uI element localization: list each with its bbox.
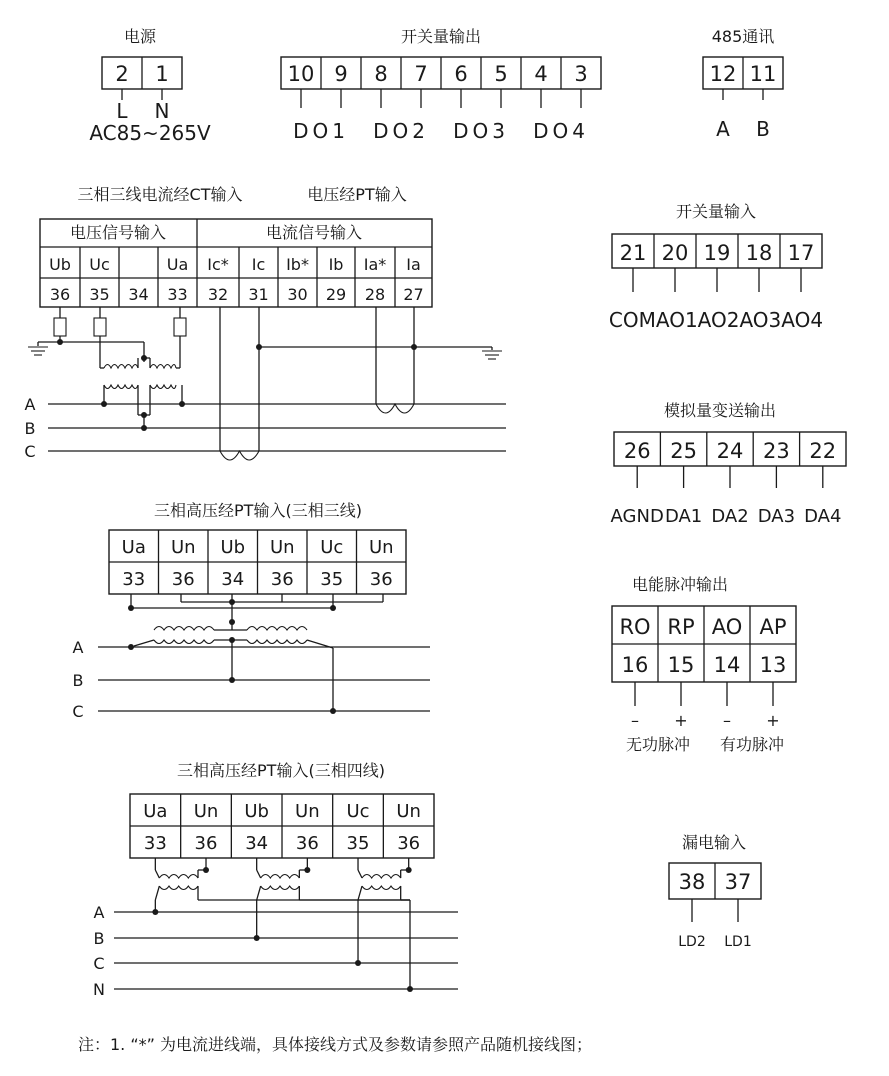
pt-3p3w-block <box>72 501 430 721</box>
do-label-1: DO1 <box>293 119 349 143</box>
terminal-3: 3 <box>574 62 588 86</box>
analog-title: 模拟量变送输出 <box>663 401 777 420</box>
pt34-terminal-36: 36 <box>295 833 319 854</box>
pt34-signal-name: Uc <box>346 801 370 822</box>
analog-label-4: DA4 <box>804 506 842 527</box>
pt33-terminal-35: 35 <box>320 569 344 590</box>
analog-label-1: DA1 <box>664 506 703 527</box>
footnote: 注：1. “*” 为电流进线端，具体接线方式及参数请参照产品随机接线图； <box>78 1035 593 1054</box>
pulse-name-ro: RO <box>619 615 651 639</box>
ct-signal-name: Ib <box>328 255 344 274</box>
ct-group-voltage: 电压信号输入 <box>69 223 167 242</box>
analog-output-block <box>611 401 846 527</box>
ct-group-current: 电流信号输入 <box>265 223 363 242</box>
pt34-terminal-36: 36 <box>397 833 421 854</box>
pt34-title: 三相高压经PT输入(三相四线) <box>177 761 385 780</box>
terminal-10: 10 <box>287 62 315 86</box>
comm-label-a: A <box>716 117 730 141</box>
do-label-4: DO4 <box>533 119 589 143</box>
power-voltage: AC85~265V <box>89 121 211 145</box>
terminal-38: 38 <box>678 870 706 894</box>
pt33-phase-a: A <box>72 638 84 657</box>
terminal-14: 14 <box>713 653 741 677</box>
terminal-16: 16 <box>621 653 649 677</box>
ct-title: 三相三线电流经CT输入 <box>77 185 243 204</box>
pt33-signal-name: Uc <box>320 537 344 558</box>
pt34-signal-name: Un <box>295 801 320 822</box>
ct-signal-name: Ia <box>406 255 421 274</box>
terminal-9: 9 <box>334 62 348 86</box>
ct-signal-name: Ia* <box>363 255 387 274</box>
pulse-sign: – <box>631 711 639 730</box>
terminal-8: 8 <box>374 62 388 86</box>
pulse-output-block <box>612 575 796 754</box>
pt33-phase-c: C <box>72 702 84 721</box>
terminal-5: 5 <box>494 62 508 86</box>
terminal-22: 22 <box>809 439 837 463</box>
pt34-terminal-36: 36 <box>194 833 218 854</box>
pulse-label-reactive: 无功脉冲 <box>625 735 691 754</box>
terminal-12: 12 <box>709 62 737 86</box>
pulse-sign: + <box>766 711 780 730</box>
pt34-terminal-35: 35 <box>346 833 370 854</box>
pt33-terminal-36: 36 <box>270 569 294 590</box>
terminal-11: 11 <box>749 62 777 86</box>
do-label-2: DO2 <box>373 119 429 143</box>
terminal-23: 23 <box>763 439 790 463</box>
pt33-phase-b: B <box>72 671 84 690</box>
pt34-phase-b: B <box>93 929 105 948</box>
ct-signal-name: Ic <box>251 255 266 274</box>
switch-input-label: COMAO1AO2AO3AO4 <box>608 308 824 332</box>
pt34-phase-a: A <box>93 903 105 922</box>
ct-signal-name: Ua <box>166 255 189 274</box>
leak-label-ld1: LD1 <box>724 934 752 950</box>
terminal-4: 4 <box>534 62 548 86</box>
ct-terminal-32: 32 <box>207 285 229 304</box>
ct-phase-b: B <box>24 419 36 438</box>
terminal-18: 18 <box>745 241 773 265</box>
power-label-l: L <box>116 99 128 123</box>
terminal-2: 2 <box>115 62 129 86</box>
ct-signal-name: Ic* <box>207 255 229 274</box>
switch-output-block <box>281 27 601 143</box>
analog-label-2: DA2 <box>711 506 749 527</box>
leak-label-ld2: LD2 <box>678 934 706 950</box>
terminal-6: 6 <box>454 62 468 86</box>
pt34-signal-name: Ua <box>143 801 168 822</box>
pt34-phase-c: C <box>93 954 105 973</box>
switch-output-title: 开关量输出 <box>400 27 482 46</box>
ct-title-pt: 电压经PT输入 <box>307 185 407 204</box>
do-label-3: DO3 <box>453 119 509 143</box>
pt34-phase-n: N <box>93 980 105 999</box>
comm-label-b: B <box>756 117 770 141</box>
pulse-sign: + <box>674 711 688 730</box>
pulse-title: 电能脉冲输出 <box>631 575 729 594</box>
ct-terminal-31: 31 <box>248 285 269 304</box>
terminal-24: 24 <box>716 439 744 463</box>
pulse-sign: – <box>723 711 731 730</box>
power-label-n: N <box>154 99 170 123</box>
pt33-signal-name: Un <box>368 537 394 558</box>
switch-input-block <box>609 202 823 332</box>
ct-signal-name: Ub <box>49 255 71 274</box>
terminal-1: 1 <box>155 62 169 86</box>
pulse-name-rp: RP <box>667 615 695 639</box>
pulse-name-ao: AO <box>711 615 743 639</box>
pt34-signal-name: Un <box>193 801 219 822</box>
ct-terminal-30: 30 <box>287 285 308 304</box>
terminal-21: 21 <box>619 241 647 265</box>
ct-phase-c: C <box>24 442 36 461</box>
switch-input-title: 开关量输入 <box>675 202 757 221</box>
terminal-25: 25 <box>670 439 697 463</box>
pt34-terminal-34: 34 <box>245 833 269 854</box>
power-supply-block <box>89 27 211 145</box>
terminal-19: 19 <box>703 241 731 265</box>
pt34-terminal-33: 33 <box>143 833 167 854</box>
ct-terminal-36: 36 <box>49 285 71 304</box>
ct-signal-name: Uc <box>89 255 110 274</box>
terminal-13: 13 <box>759 653 787 677</box>
ct-phase-a: A <box>24 395 36 414</box>
terminal-26: 26 <box>623 439 651 463</box>
terminal-37: 37 <box>724 870 752 894</box>
pulse-name-ap: AP <box>759 615 787 639</box>
pt33-terminal-33: 33 <box>122 569 146 590</box>
analog-label-0: AGND <box>610 506 664 527</box>
leak-input-block <box>669 833 761 950</box>
ct-terminal-35: 35 <box>89 285 110 304</box>
ct-terminal-34: 34 <box>128 285 149 304</box>
pt33-title: 三相高压经PT输入(三相三线) <box>154 501 362 520</box>
power-title: 电源 <box>123 27 157 46</box>
pt33-signal-name: Un <box>170 537 196 558</box>
terminal-20: 20 <box>661 241 689 265</box>
pt34-signal-name: Un <box>396 801 421 822</box>
pt33-signal-name: Ua <box>121 537 146 558</box>
terminal-15: 15 <box>667 653 695 677</box>
pt33-terminal-36: 36 <box>171 569 195 590</box>
ct-terminal-33: 33 <box>167 285 188 304</box>
ct-terminal-29: 29 <box>325 285 347 304</box>
comm-485-block <box>703 27 783 141</box>
pt34-signal-name: Ub <box>244 801 269 822</box>
leak-title: 漏电输入 <box>681 833 747 852</box>
ct-3p3w-block <box>24 185 506 461</box>
pt33-signal-name: Un <box>269 537 295 558</box>
comm-title: 485通讯 <box>711 27 775 46</box>
analog-label-3: DA3 <box>757 506 796 527</box>
pulse-label-active: 有功脉冲 <box>719 735 785 754</box>
pt33-terminal-34: 34 <box>221 569 245 590</box>
terminal-17: 17 <box>787 241 815 265</box>
pt-3p4w-block <box>93 761 458 999</box>
ct-terminal-28: 28 <box>364 285 386 304</box>
ct-signal-name: Ib* <box>286 255 309 274</box>
terminal-7: 7 <box>414 62 428 86</box>
pt33-terminal-36: 36 <box>369 569 393 590</box>
ct-terminal-27: 27 <box>403 285 424 304</box>
pt33-signal-name: Ub <box>220 537 246 558</box>
